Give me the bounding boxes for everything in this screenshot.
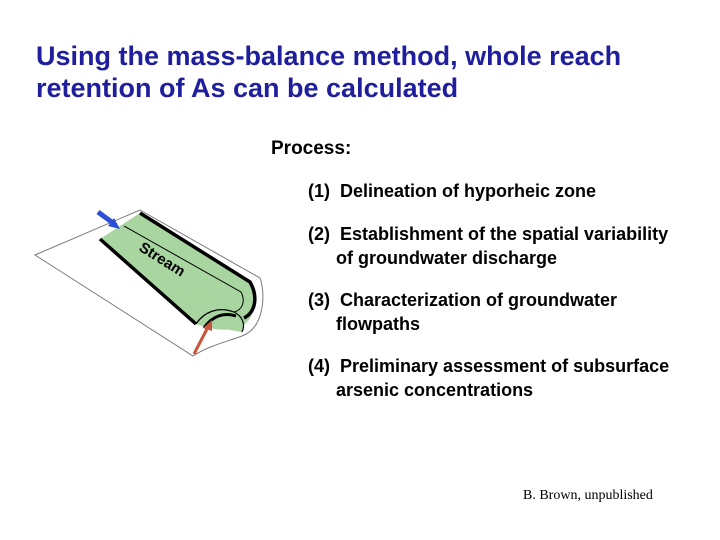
step-4 (308, 354, 708, 402)
step-2 (308, 222, 708, 270)
title-line-2: retention of As can be calculated (36, 73, 459, 103)
step-3-number: (3) (308, 290, 330, 310)
step-4-text-line-2: arsenic concentrations (336, 380, 534, 400)
step-3 (308, 288, 708, 336)
step-1-text: Delineation of hyporheic zone (340, 181, 597, 201)
step-2-text-line-2: of groundwater discharge (336, 248, 558, 268)
step-4-text-line-1: Preliminary assessment of subsurface (340, 356, 670, 376)
step-3-text-line-1: Characterization of groundwater (340, 290, 618, 310)
step-1-number: (1) (308, 181, 330, 201)
stream-label: Stream (135, 238, 189, 281)
step-3-text-line-2: flowpaths (336, 314, 420, 334)
source-credit: B. Brown, unpublished (523, 488, 653, 503)
step-2-text-line-1: Establishment of the spatial variability (340, 224, 669, 244)
step-4-number: (4) (308, 356, 330, 376)
slide-title (36, 40, 696, 104)
step-2-number: (2) (308, 224, 330, 244)
title-line-1: Using the mass-balance method, whole reach (36, 41, 622, 71)
stream-reach-diagram (28, 200, 278, 360)
step-1 (308, 179, 708, 203)
process-label: Process: (271, 138, 352, 159)
